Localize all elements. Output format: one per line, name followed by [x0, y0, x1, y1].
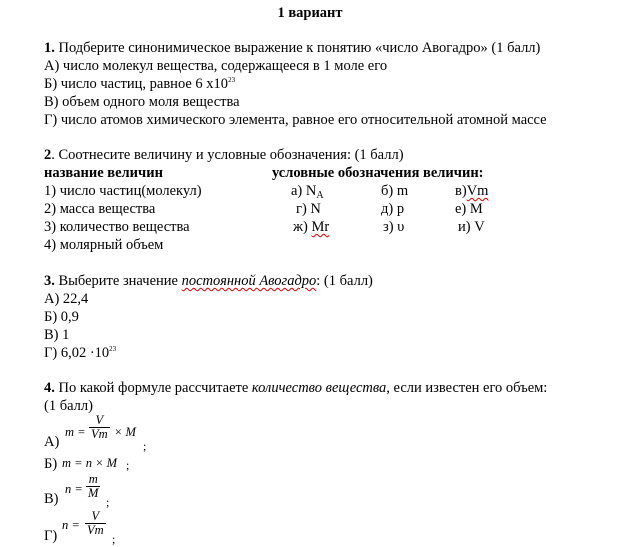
q3-option-c: В) 1: [44, 327, 70, 343]
q3-option-d: [44, 345, 116, 362]
q2-col2-header: условные обозначения величин:: [272, 165, 484, 181]
q4-formula-d-end: ;: [112, 532, 116, 546]
q4-formula-c-end: ;: [106, 495, 110, 509]
q4-prompt-italic: количество вещества: [251, 380, 387, 396]
q3-option-a: А) 22,4: [44, 291, 89, 307]
q2-symbol-a: [291, 183, 324, 200]
q2-symbol-zh-sym: Mr: [311, 219, 330, 235]
q2-quantity-1: 1) число частиц(молекул): [44, 183, 202, 199]
page-title: 1 вариант: [277, 5, 343, 21]
q2-quantity-4: 4) молярный объем: [44, 237, 164, 253]
q2-symbol-d: д) р: [381, 201, 405, 217]
q4-points: (1 балл): [44, 398, 93, 414]
q2-symbol-a-subscript: A: [316, 190, 324, 201]
q2-symbol-i: и) V: [458, 219, 485, 235]
q1-option-d: Г) число атомов химического элемента, равное его относительной атомной массе: [44, 112, 547, 128]
q4-text: [44, 380, 547, 397]
q4-formula-c-fraction: [86, 473, 100, 500]
q1-option-b: [44, 76, 235, 93]
q4-formula-d-lhs: n =: [62, 518, 80, 532]
q2-symbol-v-sym: Vm: [466, 183, 489, 199]
q2-quantity-3: 3) количество вещества: [44, 219, 190, 235]
q4-prompt-post: , если известен его объем:: [386, 380, 548, 396]
q3-prompt-italic: постоянной Авогадро: [181, 273, 317, 289]
q2-symbol-v-prefix: в): [455, 183, 467, 199]
q1-text: [44, 40, 540, 57]
q3-number: 3.: [44, 273, 55, 289]
q4-formula-b-end: ;: [126, 458, 130, 472]
q4-prompt-pre: По какой формуле рассчитаете: [54, 380, 252, 396]
q4-formula-a-end: ;: [143, 439, 147, 453]
q4-formula-a-lhs: m =: [65, 425, 86, 439]
q3-option-b: Б) 0,9: [44, 309, 79, 325]
q1-option-b-exponent: 23: [228, 76, 236, 84]
q4-formula-a-fraction: [89, 414, 110, 441]
q4-formula-c-lhs: n =: [65, 482, 83, 496]
q1-option-b-text: Б) число частиц, равное 6 х10: [44, 76, 229, 92]
q2-number: 2: [44, 147, 52, 163]
q3-prompt-post: : (1 балл): [316, 273, 373, 289]
q4-number: 4.: [44, 380, 55, 396]
q4-formula-a-denominator: Vm: [91, 427, 108, 441]
q1-number: 1.: [44, 40, 55, 56]
q4-formula-b: m = n × M: [62, 456, 118, 470]
q2-col1-header: название величин: [44, 165, 163, 181]
q2-symbol-z: з) υ: [383, 219, 405, 235]
q2-symbol-zh: [293, 219, 329, 236]
q4-formula-a-rhs: × M: [114, 425, 136, 439]
q2-quantity-2: 2) масса вещества: [44, 201, 156, 217]
q4-formula-a-numerator: V: [95, 413, 104, 427]
q2-text: [44, 147, 404, 164]
q4-option-a-label: А): [44, 434, 60, 450]
q4-formula-c-denominator: M: [88, 486, 99, 500]
q2-symbol-zh-prefix: ж): [293, 219, 312, 235]
q2-symbol-a-text: а) N: [291, 183, 317, 199]
q4-option-b-label: Б): [44, 456, 58, 472]
q2-symbol-b: б) m: [381, 183, 409, 199]
q4-option-d-label: Г): [44, 528, 58, 544]
q3-text: [44, 273, 373, 290]
q3-option-d-exponent: 23: [109, 345, 117, 353]
q4-formula-c-numerator: m: [88, 472, 98, 486]
q4-formula-d-numerator: V: [91, 509, 100, 523]
q1-prompt: Подберите синонимическое выражение к понятию «число Авогадро» (1 балл): [54, 40, 541, 56]
q2-symbol-e: е) М: [455, 201, 483, 217]
q2-prompt: . Соотнесите величину и условные обозначения: (1 балл): [51, 147, 404, 163]
q3-prompt-pre: Выберите значение: [54, 273, 182, 289]
q2-symbol-v: [455, 183, 488, 200]
q4-formula-d-denominator: Vm: [87, 523, 104, 537]
q1-option-a: А) число молекул вещества, содержащееся в 1 моле его: [44, 58, 388, 74]
q4-formula-d-fraction: [85, 510, 106, 537]
q2-symbol-g: г) N: [296, 201, 321, 217]
q1-option-c: В) объем одного моля вещества: [44, 94, 240, 110]
q4-option-c-label: В): [44, 491, 59, 507]
q3-option-d-text: Г) 6,02 ·10: [44, 345, 110, 361]
